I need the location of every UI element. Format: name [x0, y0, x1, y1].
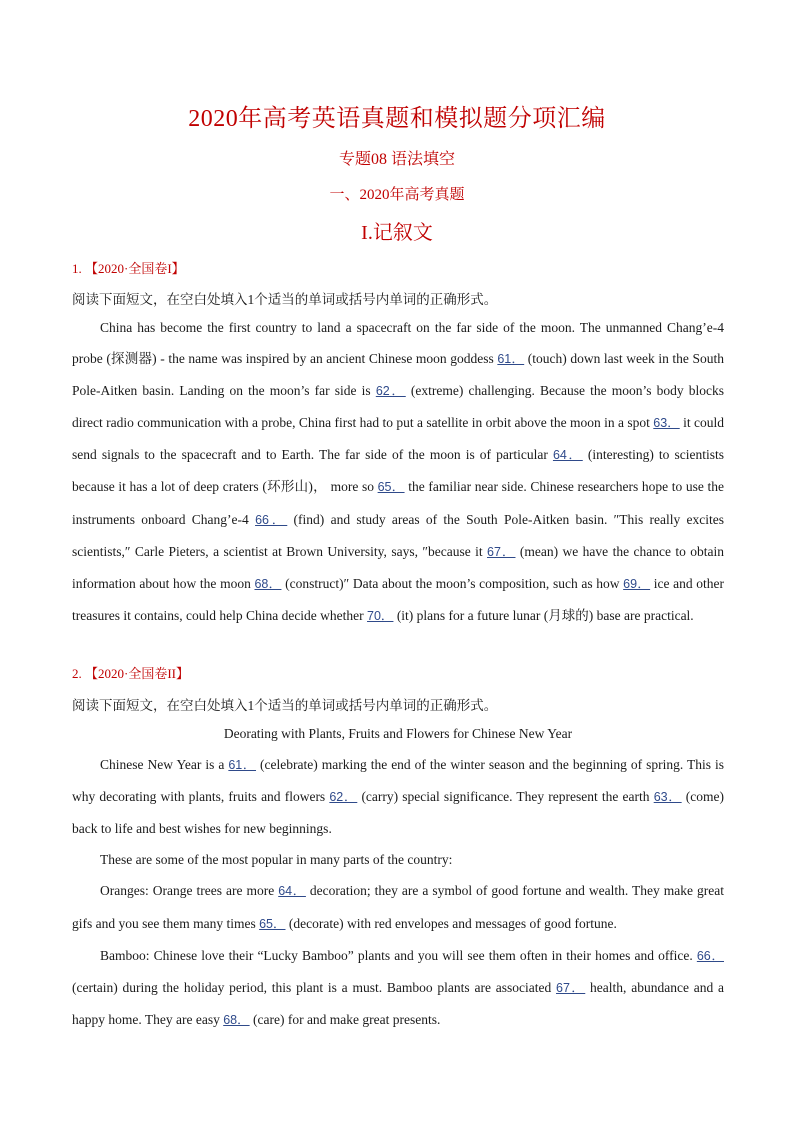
section-heading: 一、2020年高考真题 — [329, 187, 465, 203]
blank-67: 67． — [487, 544, 516, 559]
category-heading: I.记叙文 — [361, 222, 433, 244]
passage-text: the familiar near side. Chinese researchers hope to use the instruments onboard Chang’e-4 — [72, 479, 725, 527]
blank-66: 66． — [255, 512, 288, 527]
passage-paragraph — [72, 312, 724, 632]
passage-text: (touch) down last week in the South Pole-Aitken basin. Landing on the moon’s far side is — [72, 351, 725, 399]
blank-61: 61． — [497, 352, 525, 367]
passage-text: (care) for and make great presents. — [249, 1011, 441, 1027]
passage-text: (celebrate) marking the end of the winter season and the beginning of spring. This is why decorating with plants, fruits and flowers — [72, 757, 725, 805]
passage-text: Bamboo: Chinese love their “Lucky Bamboo” plants and you will see them often in their homes and office. — [100, 947, 697, 963]
passage-text: (decorate) with red envelopes and messages of good fortune. — [285, 915, 617, 931]
passage-text: decoration; they are a symbol of good fortune and wealth. They make great gifs and you see them many times — [72, 883, 725, 931]
passage-text: (find) and study areas of the South Pole-Aitken basin. ″This really excites scientists,″ Carle Pieters, a scientist at Brown University, says, ″because it — [72, 511, 725, 559]
blank-64: 64． — [278, 884, 306, 899]
passage-text: (mean) we have the chance to obtain information about how the moon — [72, 543, 724, 591]
question-1-label: 1. 【2020·全国卷I】 — [72, 261, 185, 276]
topic-title: 专题08 语法填空 — [338, 151, 455, 168]
passage-text: (come) back to life and best wishes for new beginnings. — [72, 789, 725, 837]
passage-text: (carry) special significance. They represent the earth — [357, 789, 654, 805]
blank-70: 70． — [367, 608, 394, 623]
blank-68: 68． — [223, 1012, 250, 1027]
blank-63: 63． — [653, 416, 680, 431]
passage-text: Chinese New Year is a — [100, 757, 229, 773]
passage-text: (extreme) challenging. Because the moon’s body blocks direct radio communication with a probe, China first had to put a satellite in orbit above the moon in a spot — [72, 383, 724, 431]
question-1-passage — [72, 312, 724, 632]
passage-text: (construct)″ Data about the moon’s composition, such as how — [281, 575, 624, 591]
passage-paragraph — [72, 875, 724, 939]
document-title: 2020年高考英语真题和模拟题分项汇编 — [188, 106, 606, 132]
blank-64: 64． — [552, 448, 583, 463]
passage-text: (interesting) to scientists because it has a lot of deep craters (环形山)， more so — [72, 447, 724, 495]
blank-68: 68． — [254, 576, 282, 591]
passage-text: it could send signals to the spacecraft and to Earth. The far side of the moon is of particular — [72, 415, 724, 463]
blank-65: 65． — [377, 480, 405, 495]
passage-text: (it) plans for a future lunar (月球的) base are practical. — [393, 607, 694, 623]
passage-text: Oranges: Orange trees are more — [100, 883, 279, 899]
passage-paragraph — [72, 749, 724, 844]
passage-paragraph: These are some of the most popular in many parts of the country: — [100, 852, 453, 868]
blank-69: 69． — [623, 576, 651, 591]
passage-text: China has become the first country to land a spacecraft on the far side of the moon. The unmanned Chang’e-4 probe (探测器) - the name was inspired by an ancient Chinese moon goddess — [72, 320, 724, 367]
blank-62: 62． — [375, 384, 406, 399]
blank-65: 65． — [259, 916, 286, 931]
blank-61: 61． — [228, 758, 257, 773]
question-2-instruction: 阅读下面短文，在空白处填入1个适当的单词或括号内单词的正确形式。 — [72, 698, 498, 713]
blank-62: 62． — [329, 790, 358, 805]
passage-title: Deorating with Plants, Fruits and Flowers for Chinese New Year — [223, 726, 573, 741]
passage-text: ice and other treasures it contains, could help China decide whether — [72, 575, 725, 623]
question-1-instruction: 阅读下面短文，在空白处填入1个适当的单词或括号内单词的正确形式。 — [72, 292, 498, 307]
passage-text: (certain) during the holiday period, this plant is a must. Bamboo plants are associated — [72, 979, 557, 995]
blank-63: 63． — [653, 790, 682, 805]
blank-66: 66． — [696, 948, 724, 963]
question-2-label: 2. 【2020·全国卷II】 — [72, 666, 189, 681]
passage-paragraph — [72, 940, 724, 1036]
blank-67: 67． — [556, 980, 586, 995]
question-2-passage — [72, 718, 724, 1036]
passage-text: health, abundance and a happy home. They are easy — [72, 979, 725, 1027]
